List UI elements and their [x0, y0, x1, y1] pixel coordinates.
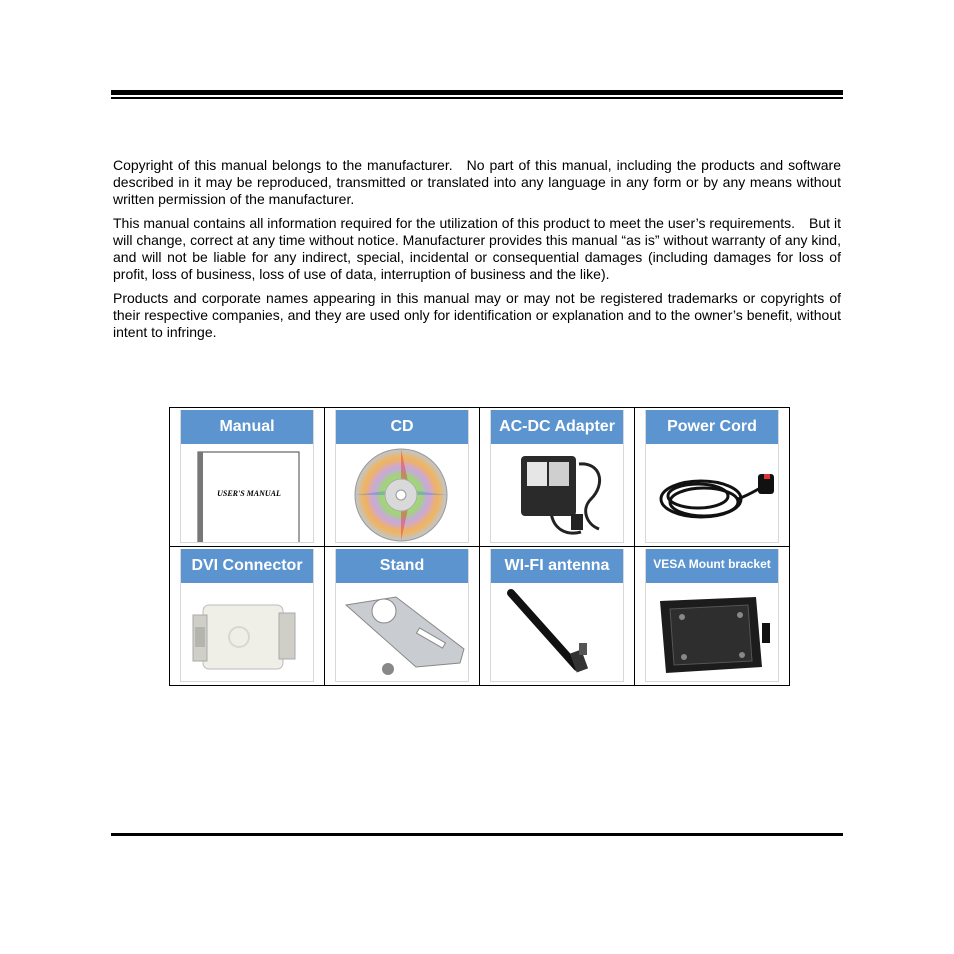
item-label: Manual — [181, 410, 313, 444]
header-rule-thick — [111, 90, 843, 95]
header-rule-thin — [111, 97, 843, 99]
item-label: VESA Mount bracket — [646, 549, 778, 583]
vesa-bracket-icon — [646, 583, 778, 681]
copyright-text — [113, 157, 841, 348]
item-label: WI-FI antenna — [491, 549, 623, 583]
manual-cover-text: USER'S MANUAL — [217, 489, 281, 498]
stand-icon — [336, 583, 468, 681]
item-label: CD — [336, 410, 468, 444]
package-contents-table — [169, 407, 790, 686]
package-item-vesa-bracket — [635, 547, 790, 686]
footer-rule — [111, 833, 843, 836]
item-label: DVI Connector — [181, 549, 313, 583]
item-label: Power Cord — [646, 410, 778, 444]
package-item-dvi-connector — [170, 547, 325, 686]
paragraph-copyright: Copyright of this manual belongs to the manufacturer. No part of this manual, including the products and software described in it may be reproduced, transmitted or translated into any language in any form or by any means without written permission of the manufacturer. — [113, 157, 841, 207]
item-label: Stand — [336, 549, 468, 583]
package-item-adapter — [480, 408, 635, 547]
cd-icon — [336, 444, 468, 542]
package-item-power-cord — [635, 408, 790, 547]
dvi-connector-icon — [181, 583, 313, 681]
paragraph-disclaimer: This manual contains all information required for the utilization of this product to meet the user’s requirements. But it will change, correct at any time without notice. Manufacturer provides this manual “as is” without warranty of any kind, and will not be liable for any indirect, special, incidental or consequential damages (including damages for loss of profit, loss of business, loss of use of data, interruption of business and the like). — [113, 215, 841, 282]
package-item-cd — [325, 408, 480, 547]
adapter-icon — [491, 444, 623, 542]
power-cord-icon — [646, 444, 778, 542]
package-item-antenna — [480, 547, 635, 686]
paragraph-trademarks: Products and corporate names appearing in this manual may or may not be registered trademarks or copyrights of their respective companies, and they are used only for identification or explanation and to the owner’s benefit, without intent to infringe. — [113, 290, 841, 340]
package-item-manual — [170, 408, 325, 547]
manual-icon — [181, 444, 313, 542]
antenna-icon — [491, 583, 623, 681]
item-label: AC-DC Adapter — [491, 410, 623, 444]
package-item-stand — [325, 547, 480, 686]
